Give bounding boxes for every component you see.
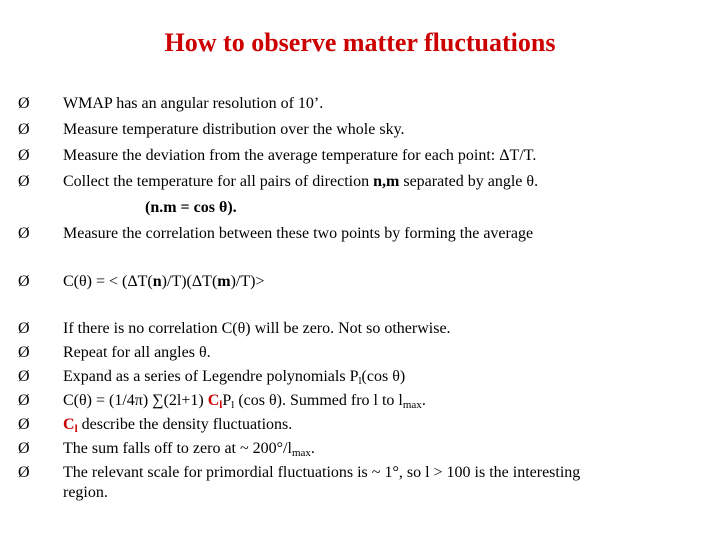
bullet-item: $C_l$ describe the density fluctuations. — [63, 416, 293, 435]
coefficient-cl: $C_l$ — [207, 392, 223, 411]
bullet-item: If there is no correlation C(θ) will be zero. Not so otherwise. — [63, 320, 451, 337]
bullet-item: Expand as a series of Legendre polynomials $P_l(\cos$ θ) — [63, 368, 406, 387]
bullet-arrow-icon: Ø — [18, 95, 30, 112]
bullet-arrow-icon: Ø — [18, 147, 30, 164]
bullet-item: The sum falls off to zero at ~ $200^\circ/l_{max}$. — [63, 440, 315, 459]
bullet-item: The relevant scale for primordial fluctuations is ~ 1°, so l > 100 is the interesting — [63, 464, 581, 481]
bullet-arrow-icon: Ø — [18, 320, 30, 337]
bullet-item: Measure temperature distribution over the whole sky. — [63, 121, 405, 138]
bullet-item: Measure the correlation between these two points by forming the average — [63, 225, 534, 242]
bullet-item-continuation: region. — [63, 484, 108, 501]
bullet-arrow-icon: Ø — [18, 344, 30, 361]
bullet-arrow-icon: Ø — [18, 464, 30, 481]
bullet-item-continuation: (n.m = cos θ). — [145, 199, 237, 216]
coefficient-cl: $C_l$ — [63, 416, 78, 435]
bullet-item: Repeat for all angles θ. — [63, 344, 211, 361]
bullet-arrow-icon: Ø — [18, 121, 30, 138]
bullet-item: WMAP has an angular resolution of 10’. — [63, 95, 324, 112]
slide-title: How to observe matter fluctuations — [164, 28, 556, 57]
bullet-arrow-icon: Ø — [18, 392, 30, 409]
bullet-item: C(θ) = (1/4π) ∑(2l+1) $C_lP_l$ (cos θ). Summed fro l to $l_{max}$. — [63, 392, 426, 411]
bullet-arrow-icon: Ø — [18, 368, 30, 385]
bullet-arrow-icon: Ø — [18, 173, 30, 190]
bullet-arrow-icon: Ø — [18, 416, 30, 433]
bullet-arrow-icon: Ø — [18, 440, 30, 457]
bullet-item: Collect the temperature for all pairs of direction n,m separated by angle θ. — [63, 173, 539, 190]
bullet-arrow-icon: Ø — [18, 225, 30, 242]
correlation-formula: C(θ) = < (ΔT(n)/T)(ΔT(m)/T)> — [63, 273, 265, 290]
direction-vectors: n,m — [373, 173, 400, 190]
bullet-item: Measure the deviation from the average temperature for each point: ΔT/T. — [63, 147, 537, 164]
bullet-arrow-icon: Ø — [18, 273, 30, 290]
